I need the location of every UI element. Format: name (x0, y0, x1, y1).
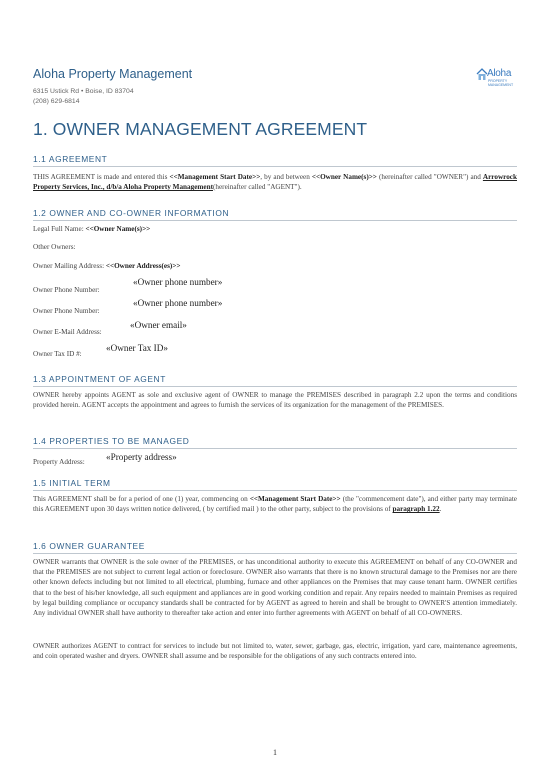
mailing-address-label: Owner Mailing Address: (33, 262, 106, 270)
phone2-label: Owner Phone Number: (33, 307, 100, 315)
section-heading-owner-guarantee: 1.6 OWNER GUARANTEE (33, 541, 145, 551)
mailing-address-field: <<Owner Address(es)>> (105, 262, 181, 270)
section-divider (33, 490, 517, 491)
agreement-paragraph (33, 172, 517, 192)
section-heading-owner-info: 1.2 OWNER AND CO-OWNER INFORMATION (33, 208, 230, 218)
section-divider (33, 553, 517, 554)
initial-term-paragraph (33, 494, 517, 514)
section-divider (33, 166, 517, 167)
text-run: (the "commencement date"), and either party may terminate this AGREEMENT upon 30 days written notice delivered, ( by certified mail ) to the other party, subject to the provisions of (33, 495, 518, 514)
legal-name-label: Legal Full Name: (33, 225, 86, 233)
email-label: Owner E-Mail Address: (33, 328, 102, 336)
phone1-label: Owner Phone Number: (33, 286, 100, 294)
tax-id-field: «Owner Tax ID» (106, 343, 168, 353)
phone2-field: «Owner phone number» (133, 298, 223, 308)
legal-name-row (33, 225, 150, 233)
tax-id-label: Owner Tax ID #: (33, 350, 82, 358)
company-name: Aloha Property Management (33, 67, 193, 81)
management-start-date-field: <<Management Start Date>> (249, 495, 341, 503)
text-run: . (439, 505, 442, 514)
other-owners-label: Other Owners: (33, 243, 76, 251)
section-heading-appointment: 1.3 APPOINTMENT OF AGENT (33, 374, 166, 384)
logo-wordmark: Aloha (487, 68, 512, 79)
company-address: 6315 Ustick Rd • Boise, ID 83704 (33, 88, 134, 95)
mailing-address-row (33, 262, 181, 270)
paragraph-reference: paragraph 1.22 (392, 505, 440, 514)
property-address-field: «Property address» (106, 452, 177, 462)
owner-name-field: <<Owner Name(s)>> (311, 173, 377, 181)
property-address-label: Property Address: (33, 458, 85, 466)
appointment-paragraph: OWNER hereby appoints AGENT as sole and exclusive agent of OWNER to manage the PREMISES described in paragraph 2.2 upon the terms and conditions provided herein. AGENT accepts the appointment and agrees to furnish the services of its organization for the management of the PREMISES. (33, 391, 517, 410)
text-run: , by and between (260, 173, 312, 181)
owner-guarantee-paragraph: OWNER warrants that OWNER is the sole owner of the PREMISES, or has unconditional authority to execute this AGREEMENT on behalf of any CO-OWNER and that the PREMISES are not subject to current legal action or foreclosure. OWNER also warrants that there is no known structural damage to the Premises nor are there other known defects including but not limited to all electrical, plumbing, furnace and other appliances on the Premises that may cause tenant harm. OWNER certifies that to the best of his/her knowledge, all such equipment and appliances are in good working condition and repair. Any repairs needed to maintain Premises as required by legal building compliance or occupancy standards shall be contracted for by AGENT as agreed to herein and shall be brought to OWNER'S attention immediately. Any individual OWNER shall have authority to thereafter take action and enter into further agreements with AGENT on behalf of all CO-OWNERS. (33, 558, 517, 618)
section-heading-agreement: 1.1 AGREEMENT (33, 154, 108, 164)
email-field: «Owner email» (130, 320, 187, 330)
section-heading-initial-term: 1.5 INITIAL TERM (33, 478, 111, 488)
company-phone: (208) 629-6814 (33, 97, 80, 105)
text-run: (hereinafter called "OWNER") and (376, 173, 483, 181)
company-contact (33, 87, 134, 106)
management-start-date-field: <<Management Start Date>> (169, 173, 261, 181)
company-logo (476, 67, 522, 87)
text-run: (hereinafter called "AGENT"). (213, 183, 302, 192)
page-number: 1 (273, 748, 277, 757)
services-paragraph: OWNER authorizes AGENT to contract for services to include but not limited to, water, sewer, garbage, gas, electric, irrigation, yard care, maintenance agreements, and coin operated washer and dryers. OWNER shall assume and be responsible for the obligations of any such contracts entered into. (33, 642, 517, 661)
section-divider (33, 220, 517, 221)
section-divider (33, 448, 517, 449)
legal-name-field: <<Owner Name(s)>> (85, 225, 151, 233)
text-run: THIS AGREEMENT is made and entered this (33, 173, 170, 181)
logo-subtitle: PROPERTY MANAGEMENT (488, 79, 514, 87)
section-divider (33, 386, 517, 387)
text-run: This AGREEMENT shall be for a period of one (1) year, commencing on (33, 495, 250, 503)
agent-company-name: Arrowrock Property Services, Inc., d/b/a Aloha Property Management (33, 173, 517, 192)
page-title: 1. OWNER MANAGEMENT AGREEMENT (33, 119, 368, 139)
section-heading-properties: 1.4 PROPERTIES TO BE MANAGED (33, 436, 190, 446)
phone1-field: «Owner phone number» (133, 277, 223, 287)
